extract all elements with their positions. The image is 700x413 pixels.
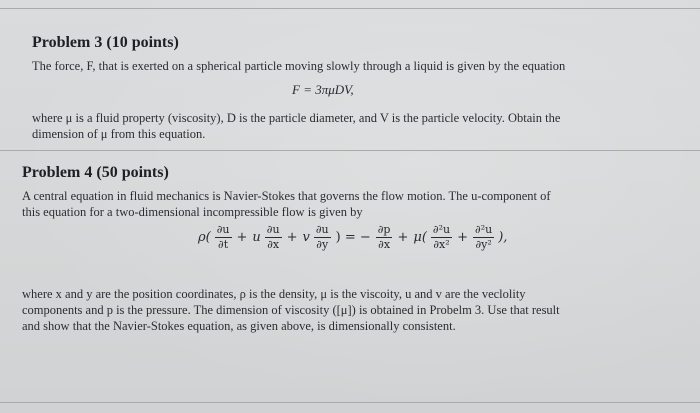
eq-num: ∂u [266,222,280,236]
bottom-divider [0,402,700,403]
eq-den: ∂x² [433,237,450,251]
eq-den: ∂t [218,237,229,251]
problem-4-body-line-2: components and p is the pressure. The dimension of viscosity ([μ]) is obtained in Probelm 3. Use that result [22,303,560,317]
eq-rho: ρ( [198,229,211,245]
eq-frac-du-dy [314,223,331,252]
section-divider [0,150,700,151]
eq-den: ∂x [378,237,391,251]
eq-close-equals-minus: ) = − [335,229,371,245]
problem-3-body-line-1: where μ is a fluid property (viscosity), D is the particle diameter, and V is the particle velocity. Obtain the [32,111,561,125]
force-equation: F = 3πμDV, [292,82,354,97]
eq-plus: + [286,229,298,245]
problem-3-title: Problem 3 (10 points) [32,34,179,51]
problem-4-body-line-3: and show that the Navier-Stokes equation, as given above, is dimensionally consistent. [22,319,456,333]
eq-num: ∂u [315,222,329,236]
problem-3-body-line-2: dimension of μ from this equation. [32,127,206,141]
problem-4-body [22,286,692,334]
eq-den: ∂y [316,237,329,251]
problem-3-body [32,110,672,142]
eq-num: ∂u [216,222,230,236]
eq-frac-d2u-dy2 [473,223,494,252]
eq-num: ∂p [377,222,391,236]
top-divider [0,8,700,9]
eq-plus: + [236,229,248,245]
eq-frac-du-dx [265,223,282,252]
eq-frac-du-dt [215,223,232,252]
eq-den: ∂y² [475,237,492,251]
eq-num: ∂²u [475,222,493,236]
problem-4-intro-line-1: A central equation in fluid mechanics is Navier-Stokes that governs the flow motion. The u-component of [22,189,551,203]
eq-v: v [302,229,310,245]
eq-den: ∂x [267,237,280,251]
eq-u: u [252,229,261,245]
problem-4-title: Problem 4 (50 points) [22,164,169,181]
problem-3-intro-text: The force, F, that is exerted on a spherical particle moving slowly through a liquid is given by the equation [32,59,566,73]
problem-4-body-line-1: where x and y are the position coordinates, ρ is the density, μ is the viscoity, u and v are the veclolity [22,287,526,301]
eq-num: ∂²u [432,222,451,236]
eq-end: ), [498,229,508,245]
eq-mu: μ( [413,229,427,245]
navier-stokes-equation [196,212,509,262]
eq-frac-d2u-dx2 [431,223,452,252]
eq-frac-dp-dx [376,223,393,252]
problem-4-intro-line-2: this equation for a two-dimensional incompressible flow is given by [22,205,363,219]
problem-3-intro [32,58,672,74]
eq-plus: + [457,229,468,245]
eq-plus: + [397,229,409,245]
